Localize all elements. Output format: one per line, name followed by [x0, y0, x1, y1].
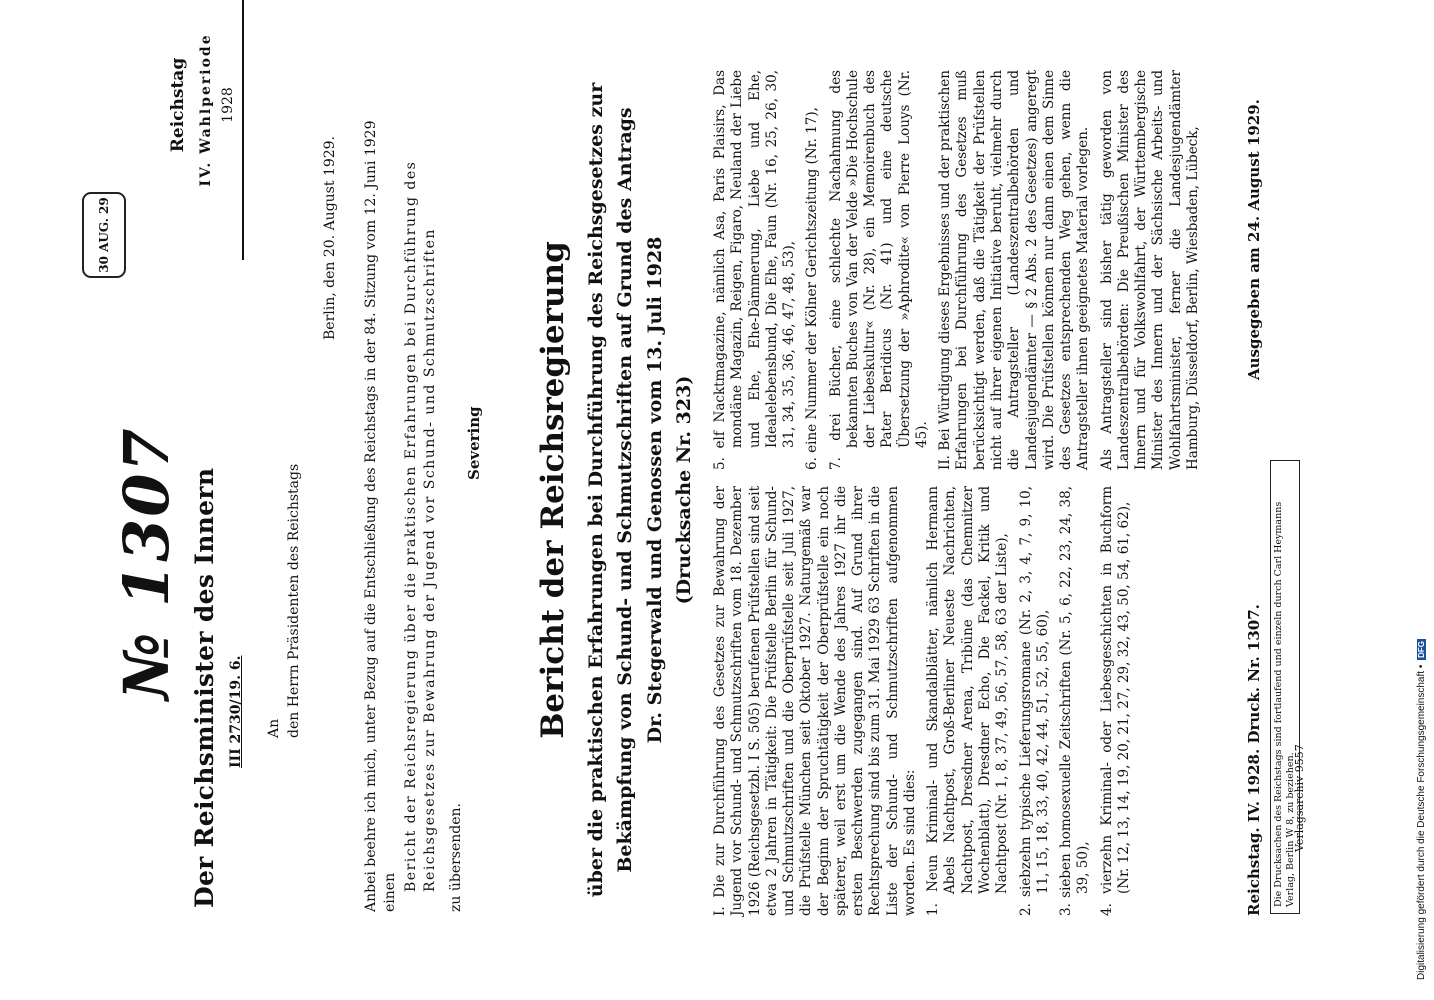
ministry-heading: Der Reichsminister des Innern [190, 467, 219, 908]
address-to: An [266, 718, 282, 738]
dfg-note-text: Digitalisierung gefördert durch die Deutsche Forschungsgemeinschaft • [1416, 664, 1427, 980]
section-2-continued: Als Antragsteller sind bisher tätig geworden von Landeszentralbehörden: Die Preußischen Minister des Innern und für Volkswohlfahrt, der Württembergische Minister des Innern und der Sächsische Arbeits- und Wohlfahrtsminister, ferner die Landesjugendämter Hamburg, Düsseldorf, Berlin, Wiesbaden, Lübeck, [1098, 70, 1201, 470]
address-recipient: den Herrn Präsidenten des Reichstags [286, 463, 302, 738]
reference-number: III 2730/19. 6. [228, 655, 244, 768]
list-item-7: 7. drei Bücher, eine schlechte Nachahmung des bekannten Buches von Van der Velde »Die Hochschule der Liebeskultur« (Nr. 28), ein Memoirenbuch des Pater Beridicus (Nr. 41) und eine deutsche Übersetzung der »Aphrodite« von Pierre Louys (Nr. 45). [827, 70, 930, 470]
reichstag-year: 1928 [220, 87, 236, 123]
report-subtitle-line-3: Dr. Stegerwald und Genossen vom 13. Juli 1928 [643, 236, 666, 744]
list-item-2: 2. siebzehn typische Lieferungsromane (Nr. 2, 3, 4, 7, 9, 10, 11, 15, 18, 33, 40, 42, 44, 51, 52, 55, 60), [1017, 486, 1051, 916]
letter-paragraph-1: Anbei beehre ich mich, unter Bezug auf die Entschließung des Reichstags in der 84. Sitzung vom 12. Juni 1929 einen [363, 120, 398, 912]
report-subtitle-line-2: Bekämpfung von Schund- und Schmutzschriften auf Grund des Antrags [614, 107, 637, 873]
stamp-text: 30 AUG. 29 [97, 197, 111, 273]
header-rule [242, 0, 244, 260]
list-item-3: 3. sieben homosexuelle Zeitschriften (Nr. 5, 6, 22, 23, 24, 38, 39, 50), [1058, 486, 1092, 916]
letter-paragraph-3: zu übersenden. [448, 803, 464, 912]
reichstag-title: Reichstag [168, 57, 188, 153]
document-number: № 1307 [110, 426, 183, 700]
reichstag-period: IV. Wahlperiode [198, 33, 214, 187]
report-subtitle-line-1: über die praktischen Erfahrungen bei Durchführung des Reichsgesetzes zur [585, 82, 607, 898]
list-item-4: 4. vierzehn Kriminal- oder Liebesgeschichten in Buchform (Nr. 12, 13, 14, 19, 20, 21, 27, 29, 32, 43, 50, 54, 61, 62), [1098, 486, 1132, 916]
list-item-1: 1. Neun Kriminal- und Skandalblätter, nämlich Hermann Abels Nachtpost, Groß-Berliner Neueste Nachrichten, Nachtpost, Dresdner Arena, Tribüne (das Chemnitzer Wochenblatt), Dresdner Echo, Die Fackel, Kritik und Nachtpost (Nr. 1, 8, 37, 49, 56, 57, 58, 63 der Liste), [925, 486, 1011, 916]
print-reference: Reichstag. IV. 1928. Druck. Nr. 1307. [1245, 604, 1263, 916]
column-left [712, 486, 1139, 916]
section-1-intro: I. Die zur Durchführung des Gesetzes zur Bewahrung der Jugend vor Schund- und Schmutzschriften vom 18. Dezember 1926 (Reichsgesetzbl. I S. 505) berufenen Prüfstellen sind seit etwa 2 Jahren in Tätigkeit: Die Prüfstelle Berlin für Schund- und Schmutzschriften und die Oberprüfstelle seit Juli 1927, die Prüfstelle München seit Oktober 1927. Naturgemäß war der Beginn der Spruchtätigkeit der Oberprüfstelle ein noch späterer, weil erst um die Wende des Jahres 1927 ihr die ersten Beschwerden zugegangen sind. Auf Grund ihrer Rechtsprechung sind bis zum 31. Mai 1929 63 Schriften in die Liste der Schund- und Schmutzschriften aufgenommen worden. Es sind dies: [712, 486, 918, 916]
list-item-6: 6. eine Nummer der Kölner Gerichtszeitung (Nr. 17), [804, 107, 821, 470]
dfg-logo: DFG [1417, 640, 1426, 658]
imprint-box: Die Drucksachen des Reichstags sind fortlaufend und einzeln durch Carl Heymanns Verlag, Berlin W 8, zu beziehen. [1270, 460, 1300, 914]
report-subtitle-line-4: (Drucksache Nr. 323) [673, 375, 696, 605]
issued-date: Ausgegeben am 24. August 1929. [1245, 99, 1263, 380]
letter-date: Berlin, den 20. August 1929. [322, 135, 338, 340]
column-right [712, 70, 1208, 470]
letter-paragraph-2: Bericht der Reichsregierung über die praktischen Erfahrungen bei Durchführung des Reichsgesetzes zur Bewahrung der Jugend vor Schund- und Schmutzschriften [403, 160, 438, 892]
report-subtitle [582, 50, 700, 930]
archive-note: Verlagsarchiv 9557 [1293, 744, 1306, 852]
section-2: II. Bei Würdigung dieses Ergebnisses und der praktischen Erfahrungen bei Durchführung des Gesetzes muß berücksichtigt werden, daß die Tätigkeit der Prüfstellen nicht auf ihrer eigenen Initiative beruht, vielmehr durch die Antragsteller (Landeszentralbehörden und Landesjugendämter — § 2 Abs. 2 des Gesetzes) angeregt wird. Die Prüfstellen können nur dann einen dem Sinne des Gesetzes entsprechenden Weg gehen, wenn die Antragsteller ihnen geeignetes Material vorlegen. [937, 70, 1092, 470]
signature: Severing [465, 406, 483, 480]
list-item-5: 5. elf Nacktmagazine, nämlich Asa, Paris Plaisirs, Das mondäne Magazin, Reigen, Figaro, Neuland der Liebe und Ehe, Ehe-Dämmerung, Liebe und Ehe, Idealelebensbund, Die Ehe, Faun (Nr. 16, 25, 26, 30, 31, 34, 35, 36, 46, 47, 48, 53), [712, 70, 798, 470]
received-date-stamp [82, 192, 126, 278]
dfg-funding-note [1416, 639, 1427, 980]
report-title: Bericht der Reichsregierung [535, 241, 571, 739]
